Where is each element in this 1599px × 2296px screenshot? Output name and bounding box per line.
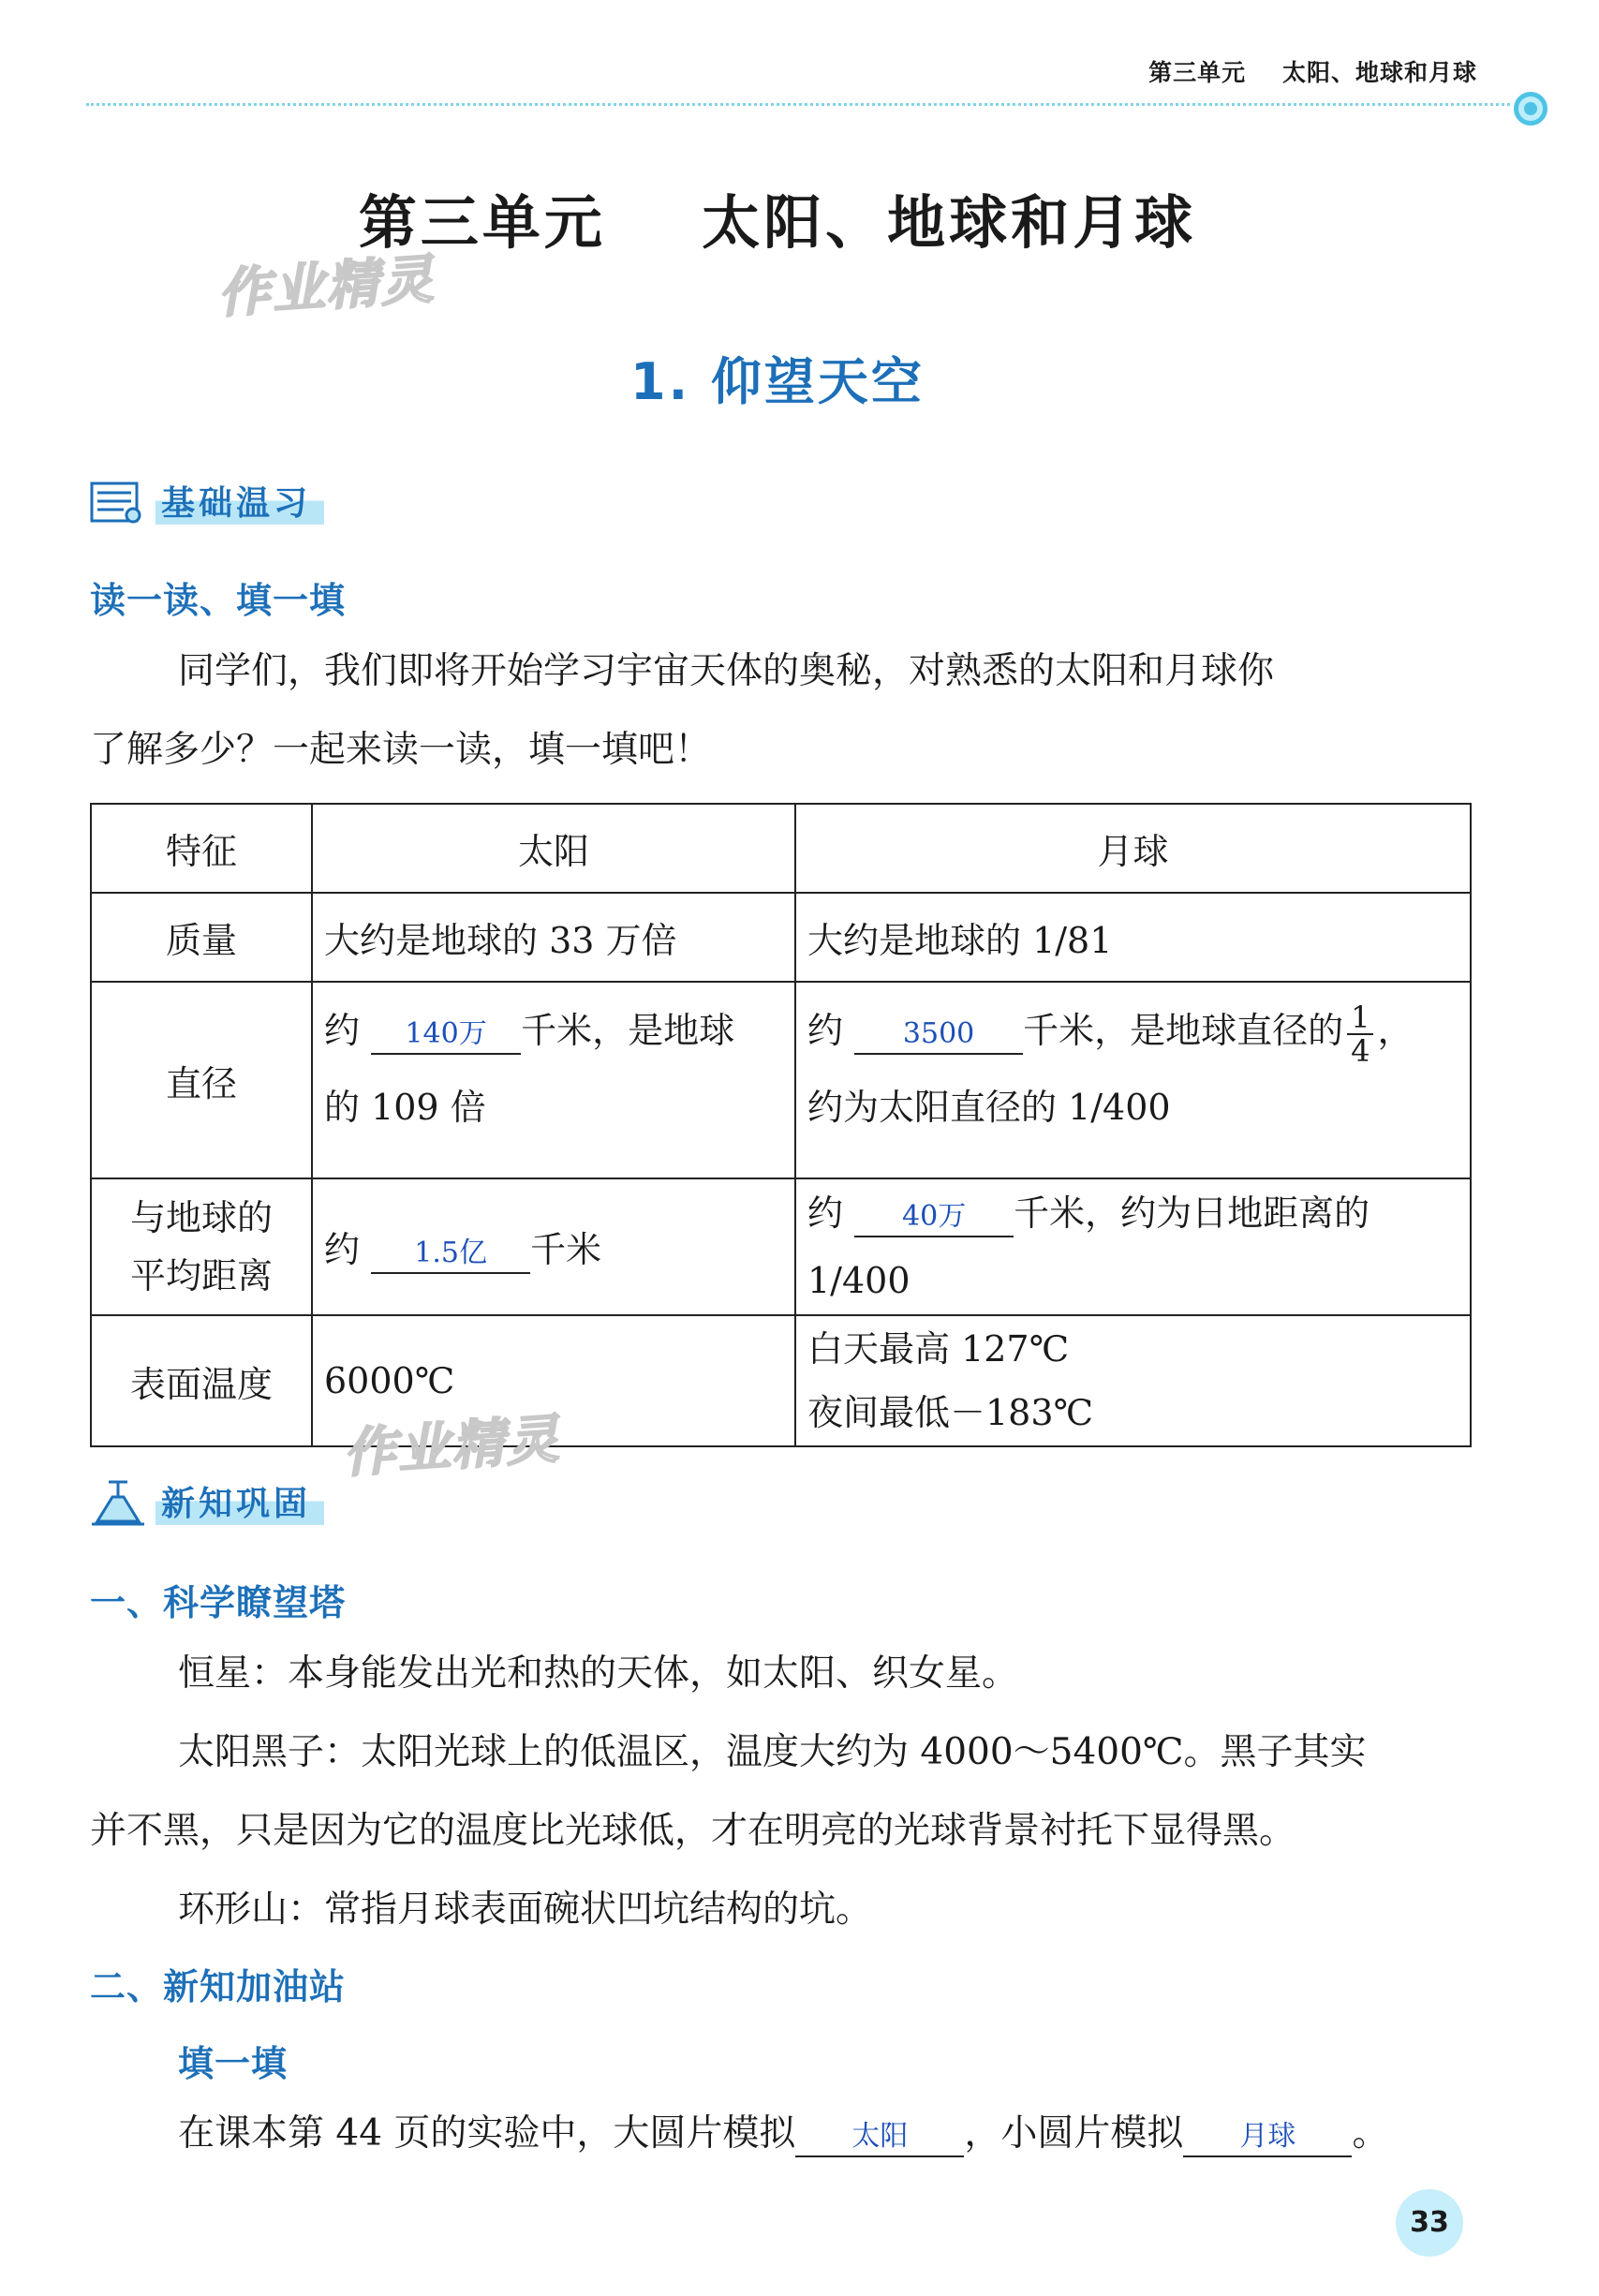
fill-end: 。 [1352, 2112, 1389, 2155]
badge-label-2: 新知巩固 [155, 1482, 324, 1525]
sun-diameter-line2: 的 109 倍 [324, 1087, 486, 1128]
moon-distance-cell [795, 1178, 1471, 1315]
sun-mass: 大约是地球的 33 万倍 [312, 893, 795, 982]
intro-line-2: 了解多少？一起来读一读，填一填吧！ [90, 729, 712, 771]
sun-distance-answer[interactable]: 1.5亿 [371, 1235, 530, 1274]
sun-distance-suffix: 千米 [530, 1228, 602, 1270]
section-heading-new-knowledge: 二、新知加油站 [90, 1966, 347, 2007]
running-head: 第三单元 太阳、地球和月球 [1148, 59, 1477, 86]
unit-title: 第三单元 太阳、地球和月球 [358, 188, 1197, 257]
watermark: 作业精灵 [215, 248, 437, 326]
moon-diameter-comma: ， [1377, 1010, 1414, 1051]
header-dotted-rule [86, 103, 1510, 106]
moon-distance-prefix: 约 [807, 1192, 844, 1234]
moon-diameter-suffix: 千米，是地球直径的 [1023, 1010, 1344, 1051]
moon-distance-suffix: 千米，约为日地距离的 [1014, 1192, 1370, 1234]
lesson-title: 1. 仰望天空 [630, 352, 925, 411]
moon-temperature-night: 夜间最低－183℃ [807, 1392, 1094, 1433]
row-label-diameter: 直径 [91, 982, 312, 1178]
sub-heading-fill: 填一填 [178, 2043, 289, 2084]
definition-crater: 环形山：常指月球表面碗状凹坑结构的坑。 [178, 1889, 873, 1931]
table-header-row [91, 804, 1471, 893]
moon-diameter-cell [795, 982, 1471, 1178]
fill-sentence [90, 2095, 1476, 2173]
header-ring-icon [1514, 92, 1547, 126]
moon-diameter-answer[interactable]: 3500 [854, 1015, 1023, 1055]
table-row-temperature [91, 1315, 1471, 1446]
header-sun: 太阳 [312, 804, 795, 893]
definition-star: 恒星：本身能发出光和热的天体，如太阳、织女星。 [178, 1652, 1019, 1695]
fill-prefix: 在课本第 44 页的实验中，大圆片模拟 [178, 2112, 796, 2155]
notebook-icon [90, 480, 146, 526]
row-label-mass: 质量 [91, 893, 312, 982]
sun-distance-prefix: 约 [324, 1228, 361, 1270]
sun-diameter-cell [312, 982, 795, 1178]
intro-line-1: 同学们，我们即将开始学习宇宙天体的奥秘，对熟悉的太阳和月球你 [178, 650, 1275, 692]
distance-label-line2: 平均距离 [129, 1255, 273, 1296]
moon-diameter-line2: 约为太阳直径的 1/400 [807, 1087, 1171, 1128]
page-number: 33 [1396, 2189, 1463, 2257]
intro-paragraph [90, 632, 1476, 790]
moon-diameter-prefix: 约 [807, 1010, 844, 1051]
fraction-numerator: 1 [1347, 1001, 1373, 1035]
distance-label-line1: 与地球的 [129, 1197, 273, 1238]
section-badge-basics [90, 480, 390, 526]
badge-label: 基础温习 [155, 481, 324, 525]
moon-mass: 大约是地球的 1/81 [795, 893, 1471, 982]
science-paragraphs [90, 1635, 1476, 1949]
header-feature: 特征 [91, 804, 312, 893]
section-heading-science: 一、科学瞭望塔 [90, 1582, 347, 1623]
row-label-distance [91, 1178, 312, 1315]
fill-middle: ，小圆片模拟 [964, 2112, 1184, 2155]
definition-sunspot-line2: 并不黑，只是因为它的温度比光球低，才在明亮的光球背景衬托下显得黑。 [90, 1810, 1296, 1852]
table-row-distance [91, 1178, 1471, 1315]
moon-distance-line2: 1/400 [807, 1260, 911, 1301]
section-badge-new-knowledge [90, 1480, 390, 1527]
fill-answer-small-disc[interactable]: 月球 [1183, 2118, 1352, 2157]
fraction-one-quarter [1347, 1001, 1373, 1067]
section-heading-read-fill: 读一读、填一填 [90, 580, 347, 621]
moon-temperature-day: 白天最高 127℃ [807, 1328, 1070, 1370]
fraction-denominator: 4 [1351, 1032, 1370, 1069]
moon-distance-answer[interactable]: 40万 [854, 1198, 1014, 1237]
sun-moon-table [90, 803, 1472, 1447]
sun-diameter-suffix: 千米，是地球 [521, 1010, 735, 1051]
sun-diameter-answer[interactable]: 140万 [371, 1015, 521, 1055]
sun-diameter-prefix: 约 [324, 1010, 361, 1051]
definition-sunspot-line1: 太阳黑子：太阳光球上的低温区，温度大约为 4000～5400℃。黑子其实 [178, 1731, 1367, 1773]
flask-icon [90, 1480, 146, 1527]
header-moon: 月球 [795, 804, 1471, 893]
table-row-mass [91, 893, 1471, 982]
moon-temperature-cell [795, 1315, 1471, 1446]
fill-answer-big-disc[interactable]: 太阳 [795, 2118, 964, 2157]
watermark-2: 作业精灵 [341, 1408, 563, 1486]
row-label-temperature: 表面温度 [91, 1315, 312, 1446]
table-row-diameter [91, 982, 1471, 1178]
sun-distance-cell [312, 1178, 795, 1315]
sun-temperature: 6000℃ [312, 1315, 795, 1446]
